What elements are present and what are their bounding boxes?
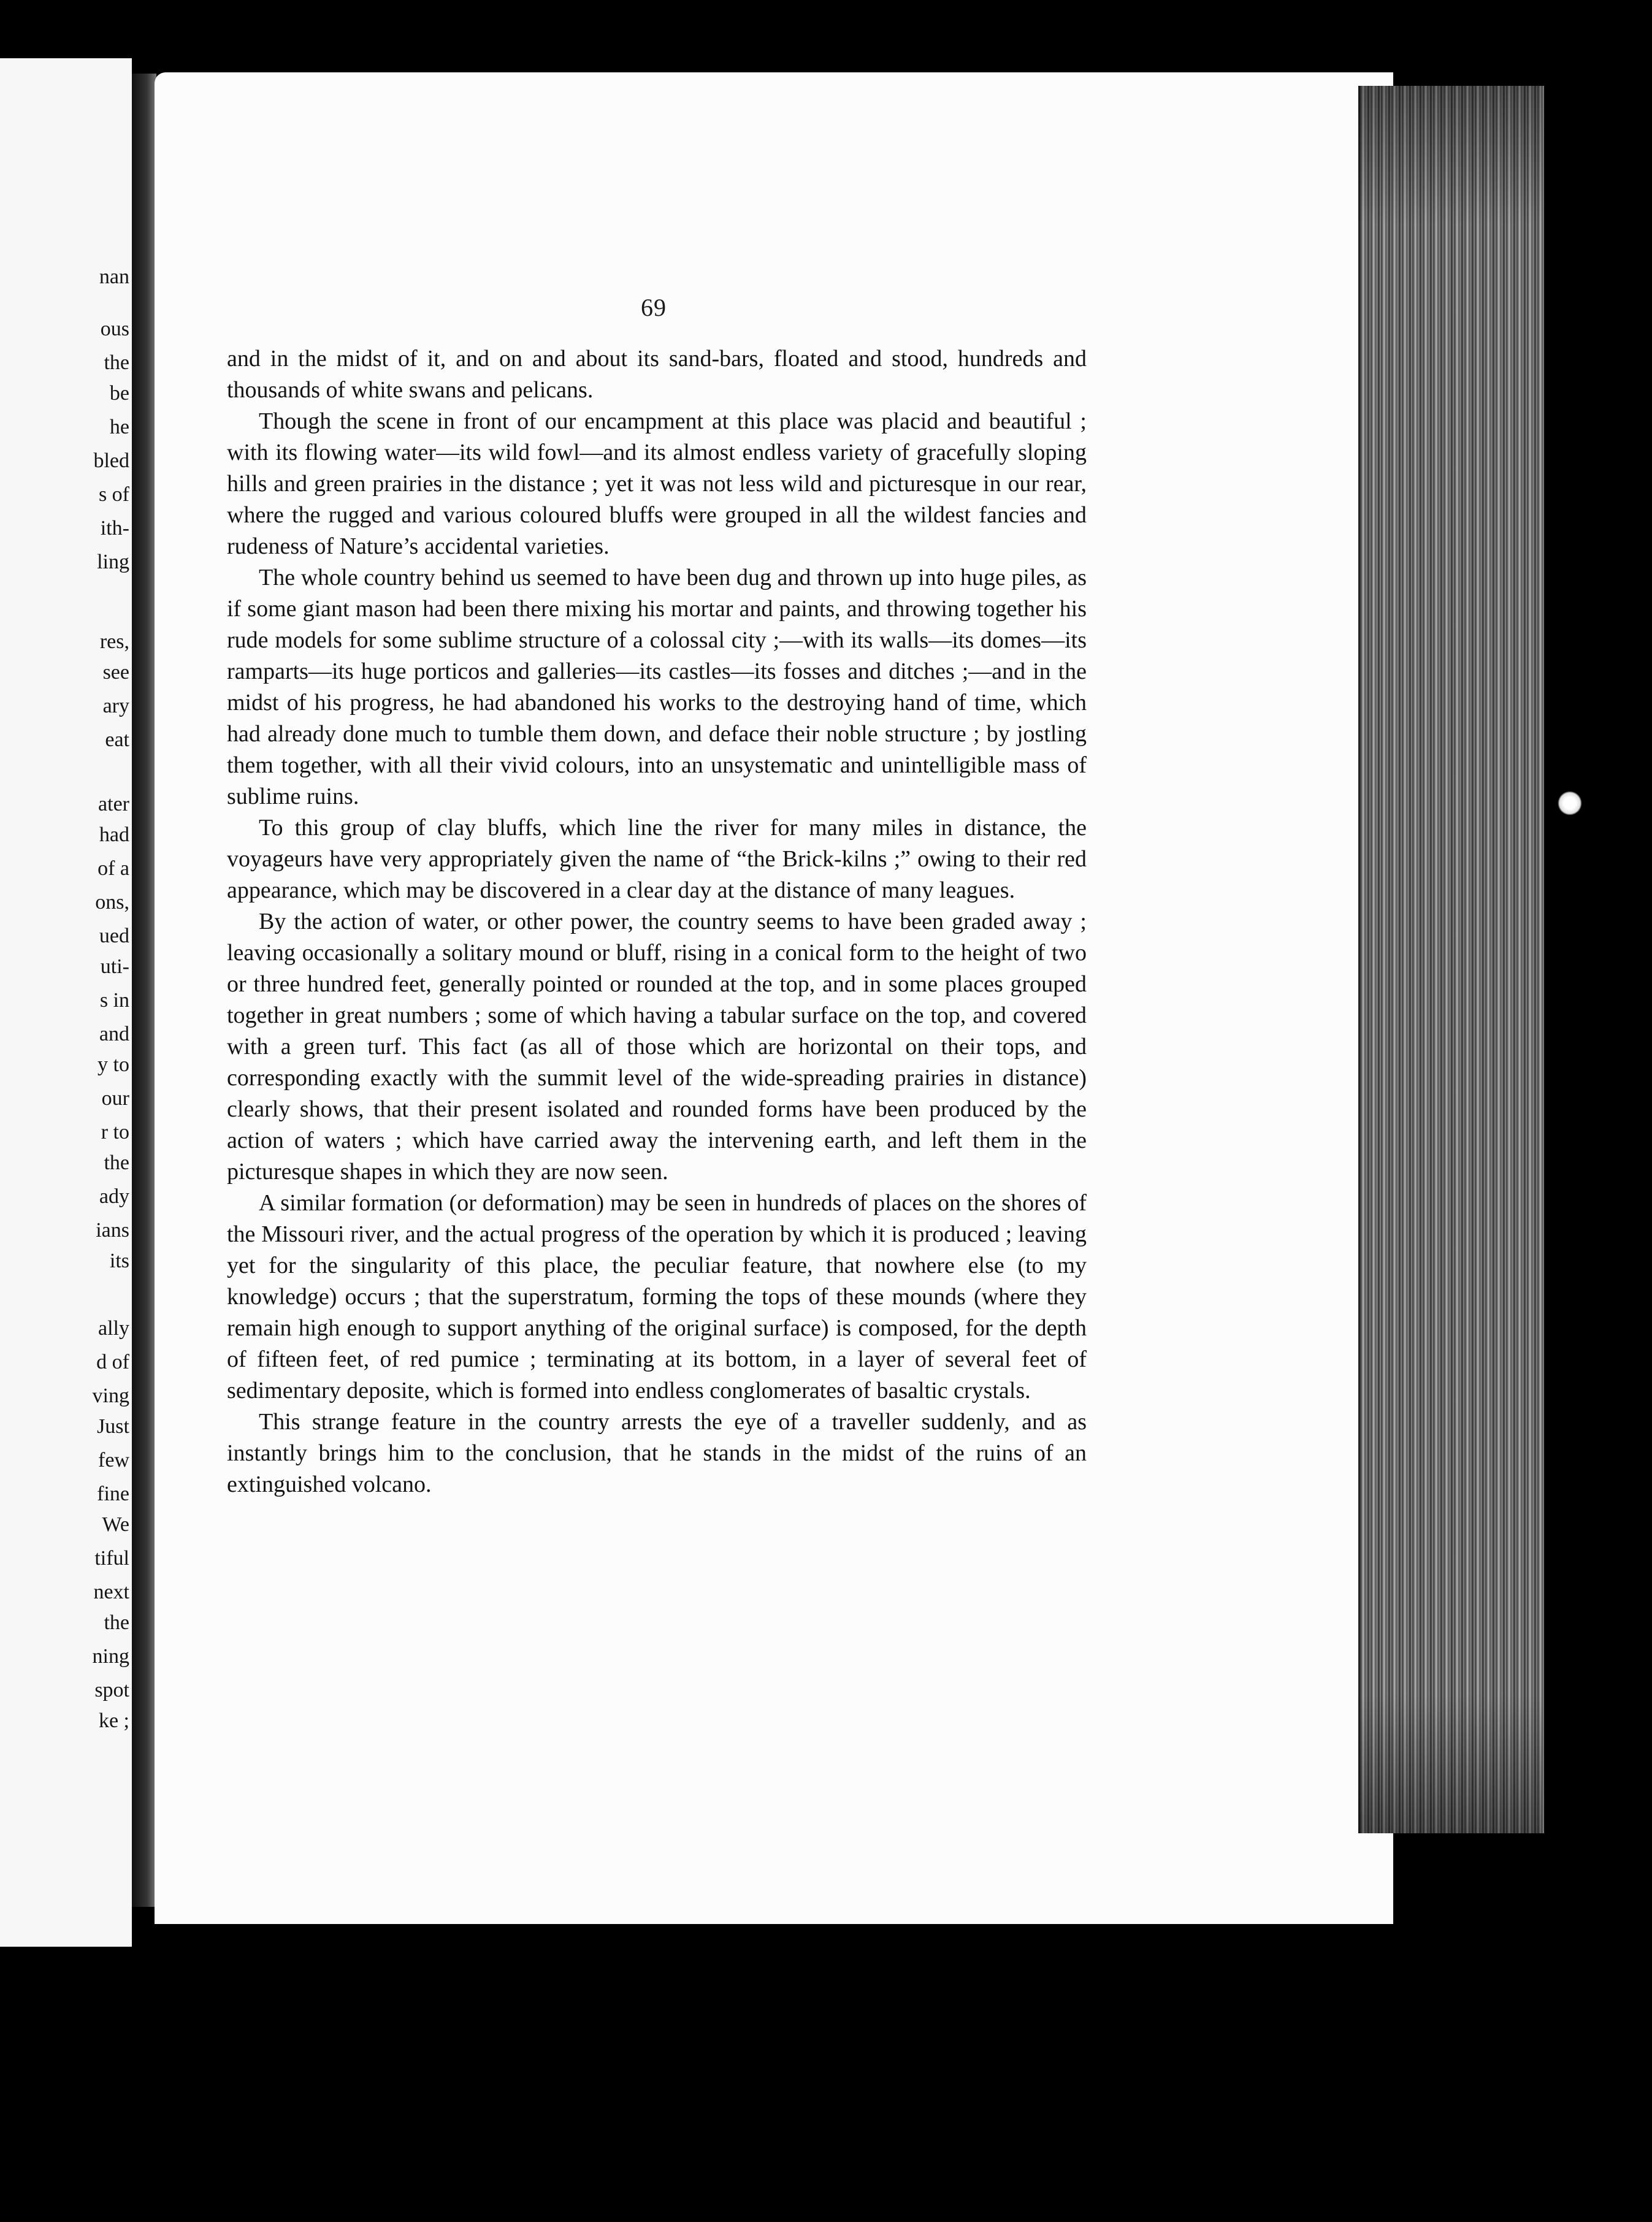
facing-page-fragment: ady — [99, 1185, 129, 1208]
facing-page-fragment: Just — [97, 1415, 129, 1438]
facing-page-fragment: of a — [98, 857, 129, 880]
facing-page-fragment: he — [109, 416, 129, 438]
facing-page-fragment: nan — [99, 265, 129, 288]
facing-page-fragment: ling — [97, 551, 129, 573]
facing-page-fragment: res, — [99, 630, 129, 653]
facing-page-fragment: its — [109, 1250, 129, 1272]
facing-page-fragment: the — [104, 1151, 129, 1174]
facing-page-fragment: ith- — [100, 517, 129, 540]
facing-page-fragment: r to — [101, 1121, 129, 1143]
facing-page-fragment: ous — [100, 318, 129, 340]
facing-page-fragment: y to — [98, 1053, 129, 1076]
facing-page-fragment: bled — [93, 449, 129, 472]
facing-page-fragment: few — [98, 1449, 129, 1472]
facing-page-fragment: s in — [99, 989, 129, 1012]
paragraph-4: To this group of clay bluffs, which line the river for many miles in distance, the voyageurs have very appropriately given the name of “the Brick-kilns ;” owing to their red appearance, which may be discovered in a clear day at the distance of many leagues. — [227, 815, 1087, 903]
facing-page-fragment: had — [99, 823, 129, 846]
facing-page-fragment: our — [101, 1087, 129, 1110]
facing-page-fragment: ke ; — [98, 1709, 129, 1732]
facing-page-fragment: ians — [96, 1219, 129, 1242]
facing-page-fragment: ons, — [95, 891, 129, 914]
body-text — [227, 343, 1087, 1500]
facing-page-fragment: ning — [92, 1645, 129, 1668]
facing-page-fragment: spot — [94, 1679, 129, 1701]
facing-page-fragment: ued — [99, 925, 129, 947]
page-number: 69 — [641, 294, 667, 321]
facing-page-fragment: the — [104, 1611, 129, 1634]
book-gutter — [132, 74, 156, 1907]
facing-page-fragment: ally — [98, 1317, 129, 1340]
edge-blemish — [1558, 791, 1582, 815]
facing-page-left — [0, 58, 132, 1947]
facing-page-fragment: next — [93, 1581, 129, 1603]
paragraph-7: This strange feature in the country arrests the eye of a traveller suddenly, and as instantly brings him to the conclusion, that he stands in the midst of the ruins of an extinguished volcano. — [227, 1409, 1087, 1497]
facing-page-fragment: eat — [105, 728, 129, 751]
paragraph-5: By the action of water, or other power, the country seems to have been graded away ; leaving occasionally a solitary mound or bluff, rising in a conical form to the height of two or three hundred feet, generally pointed or rounded at the top, and in some places grouped together in great numbers ; some of which having a tabular surface on the top, and covered with a green turf. This fact (as all of those which are horizontal on their tops, and corresponding exactly with the summit level of the wide-spreading prairies in distance) clearly shows, that their present isolated and rounded forms have been produced by the action of waters ; which have carried away the intervening earth, and left them in the picturesque shapes in which they are now seen. — [227, 909, 1087, 1185]
facing-page-fragment: ving — [92, 1384, 129, 1407]
facing-page-fragment: fine — [97, 1483, 129, 1505]
facing-page-fragment: uti- — [100, 955, 129, 978]
facing-page-fragment: be — [109, 382, 129, 405]
facing-page-fragment: see — [102, 661, 129, 684]
facing-page-fragment: We — [102, 1513, 129, 1536]
facing-page-fragment: d of — [96, 1351, 129, 1373]
facing-page-fragment: ater — [98, 793, 129, 815]
paragraph-3: The whole country behind us seemed to have been dug and thrown up into huge piles, as if some giant mason had been there mixing his mortar and paints, and throwing together his rude models for some sublime structure of a colossal city ;—with its walls—its domes—its ramparts—its huge porticos and galleries—its castles—its fosses and ditches ;—and in the midst of his progress, he had abandoned his works to the destroying hand of time, which had already done much to tumble them down, and deface their noble structure ; by jostling them together, with all their vivid colours, into an unsystematic and unintelligible mass of sublime ruins. — [227, 565, 1087, 809]
paragraph-6: A similar formation (or deformation) may be seen in hundreds of places on the shores of the Missouri river, and the actual progress of the operation by which it is produced ; leaving yet for the singularity of this place, the peculiar feature, that nowhere else (to my knowledge) occurs ; that the superstratum, forming the tops of these mounds (where they remain high enough to support anything of the original surface) is composed, for the depth of fifteen feet, of red pumice ; terminating at its bottom, in a layer of several feet of sedimentary deposite, which is formed into endless conglomerates of basaltic crystals. — [227, 1190, 1087, 1403]
book-edge-shading — [1358, 86, 1542, 1833]
facing-page-fragment: and — [99, 1023, 129, 1045]
paragraph-2: Though the scene in front of our encampment at this place was placid and beautiful ; with its flowing water—its wild fowl—and its almost endless variety of gracefully sloping hills and green prairies in the distance ; yet it was not less wild and picturesque in our rear, where the rugged and various coloured bluffs were grouped in all the wildest fancies and rudeness of Nature’s accidental varieties. — [227, 408, 1087, 559]
facing-page-fragment: s of — [98, 483, 129, 506]
facing-page-fragment: the — [104, 351, 129, 374]
facing-page-fragment: tiful — [94, 1547, 129, 1570]
paragraph-1: and in the midst of it, and on and about its sand-bars, floated and stood, hundreds and thousands of white swans and pelicans. — [227, 346, 1087, 403]
facing-page-fragment: ary — [102, 695, 129, 717]
